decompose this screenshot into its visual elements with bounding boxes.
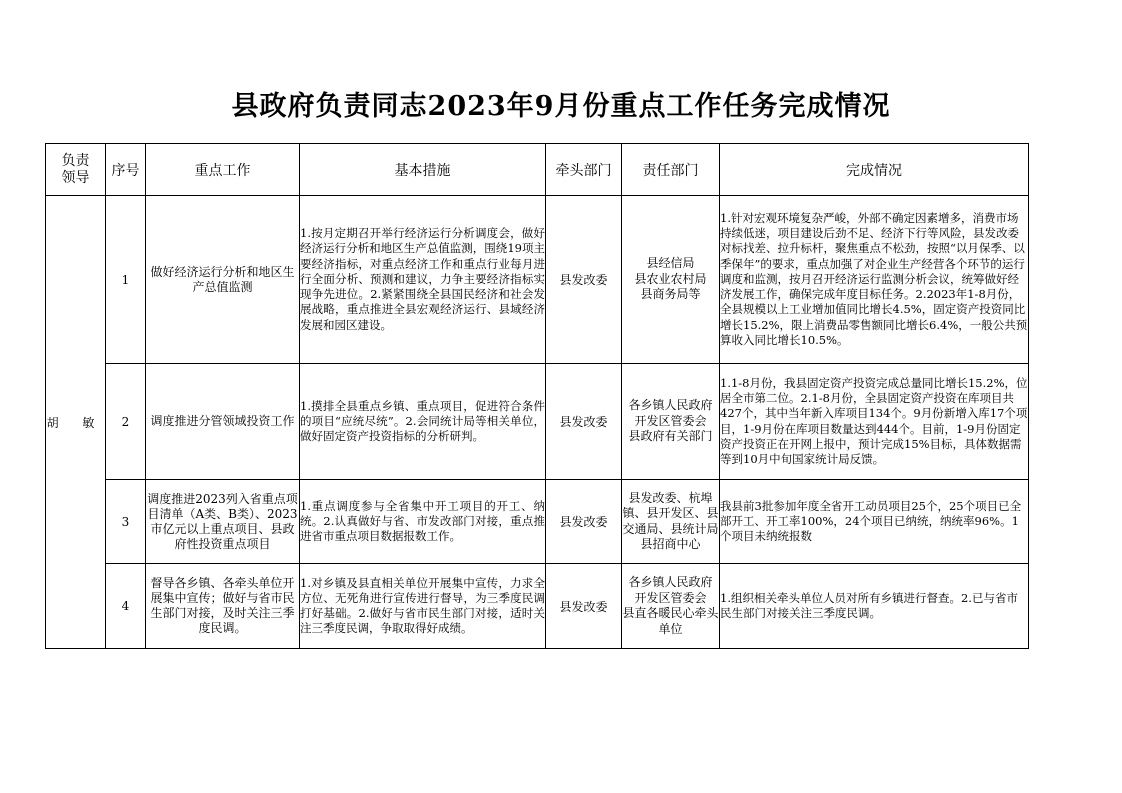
leader-name: 胡 敏 [46,196,106,649]
row-lead-dept: 县发改委 [546,364,622,480]
resp-dept-line: 县经信局 [646,256,695,271]
row-index: 1 [106,196,146,364]
header-lead-dept: 牵头部门 [546,144,622,196]
table-header-row [46,144,1029,196]
task-table [45,143,1029,649]
resp-dept-line: 县直各暖民心牵头单位 [622,606,719,636]
row-lead-dept: 县发改委 [546,480,622,564]
row-task: 调度推进2023列入省重点项目清单（A类、B类）、2023市亿元以上重点项目、县政府性投资重点项目 [146,480,300,564]
header-index: 序号 [106,144,146,196]
resp-dept-line: 各乡镇人民政府 [628,575,713,589]
row-status: 1.组织相关牵头单位人员对所有乡镇进行督查。2.已与省市民生部门对接关注三季度民调。 [720,564,1029,649]
row-measures: 1.对乡镇及县直相关单位开展集中宣传，力求全方位、无死角进行宣传进行督导，为三季度民调打好基础。2.做好与省市民生部门对接，适时关注三季度民调，争取取得好成绩。 [300,564,546,649]
header-leader [46,144,106,196]
row-lead-dept: 县发改委 [546,196,622,364]
row-index: 3 [106,480,146,564]
header-task: 重点工作 [146,144,300,196]
resp-dept-line: 开发区管委会 [634,413,707,428]
resp-dept-line: 县发改委、杭埠镇、县开发区、县交通局、县统计局 [622,490,719,536]
row-resp-dept [622,196,720,364]
row-status: 1.针对宏观环境复杂严峻，外部不确定因素增多，消费市场持续低迷，项目建设后劲不足、经济下行等风险，县发改委对标找差、拉升标杆，聚焦重点不松劲，按照“以月保季、以季保年”的要求，重点加强了对企业生产经营各个环节的运行调度和监测，按月召开经济运行监测分析会议，统筹做好经济发展工作，确保完成年度目标任务。2.2023年1-8月份，全县规模以上工业增加值同比增长4.5%，固定资产投资同比增长15.2%，限上消费品零售额同比增长6.4%，一般公共预算收入同比增长10.5%。 [720,196,1029,364]
resp-dept-line: 开发区管委会 [634,590,707,605]
row-measures: 1.按月定期召开举行经济运行分析调度会，做好经济运行分析和地区生产总值监测，围绕19项主要经济指标，对重点经济工作和重点行业每月进行全面分析、预测和建议，力争主要经济指标实现争先进位。2.紧紧围绕全县国民经济和社会发展战略，重点推进全县宏观经济运行、县域经济发展和园区建设。 [300,196,546,364]
row-index: 4 [106,564,146,649]
header-leader-text: 负责 领导 [61,152,90,186]
row-resp-dept [622,364,720,480]
resp-dept-line: 各乡镇人民政府 [628,398,713,413]
row-task: 督导各乡镇、各牵头单位开展集中宣传；做好与省市民生部门对接，及时关注三季度民调。 [146,564,300,649]
row-task: 调度推进分管领域投资工作 [146,364,300,480]
table-row [46,196,1029,364]
table-row [46,364,1029,480]
page-title: 县政府负责同志2023年9月份重点工作任务完成情况 [231,91,891,122]
row-resp-dept [622,564,720,649]
row-task: 做好经济运行分析和地区生产总值监测 [146,196,300,364]
row-lead-dept: 县发改委 [546,564,622,649]
row-resp-dept [622,480,720,564]
resp-dept-line: 县农业农村局 [634,271,707,286]
row-status: 1.1-8月份，我县固定资产投资完成总量同比增长15.2%，位居全市第二位。2.1-8月份，全县固定资产投资在库项目共427个，其中当年新入库项目134个。9月份新增入库17个项目，1-9月份在库项目数量达到444个。目前，1-9月份固定资产投资正在开网上报中，预计完成15%目标，具体数据需等到10月中旬国家统计局反馈。 [720,364,1029,480]
table-row [46,564,1029,649]
row-status: 我县前3批参加年度全省开工动员项目25个，25个项目已全部开工、开工率100%，24个项目已纳统，纳统率96%。1个项目未纳统报数 [720,480,1029,564]
row-measures: 1.重点调度参与全省集中开工项目的开工、纳统。2.认真做好与省、市发改部门对接，重点推进省市重点项目数据报数工作。 [300,480,546,564]
header-measures: 基本措施 [300,144,546,196]
row-measures: 1.摸排全县重点乡镇、重点项目，促进符合条件的项目“应统尽统”。2.会同统计局等相关单位，做好固定资产投资指标的分析研判。 [300,364,546,480]
resp-dept-line: 县商务局等 [640,287,701,302]
table-row [46,480,1029,564]
resp-dept-line: 县政府有关部门 [628,429,713,444]
resp-dept-line: 县招商中心 [640,537,701,551]
header-resp-dept: 责任部门 [622,144,720,196]
header-status: 完成情况 [720,144,1029,196]
row-index: 2 [106,364,146,480]
